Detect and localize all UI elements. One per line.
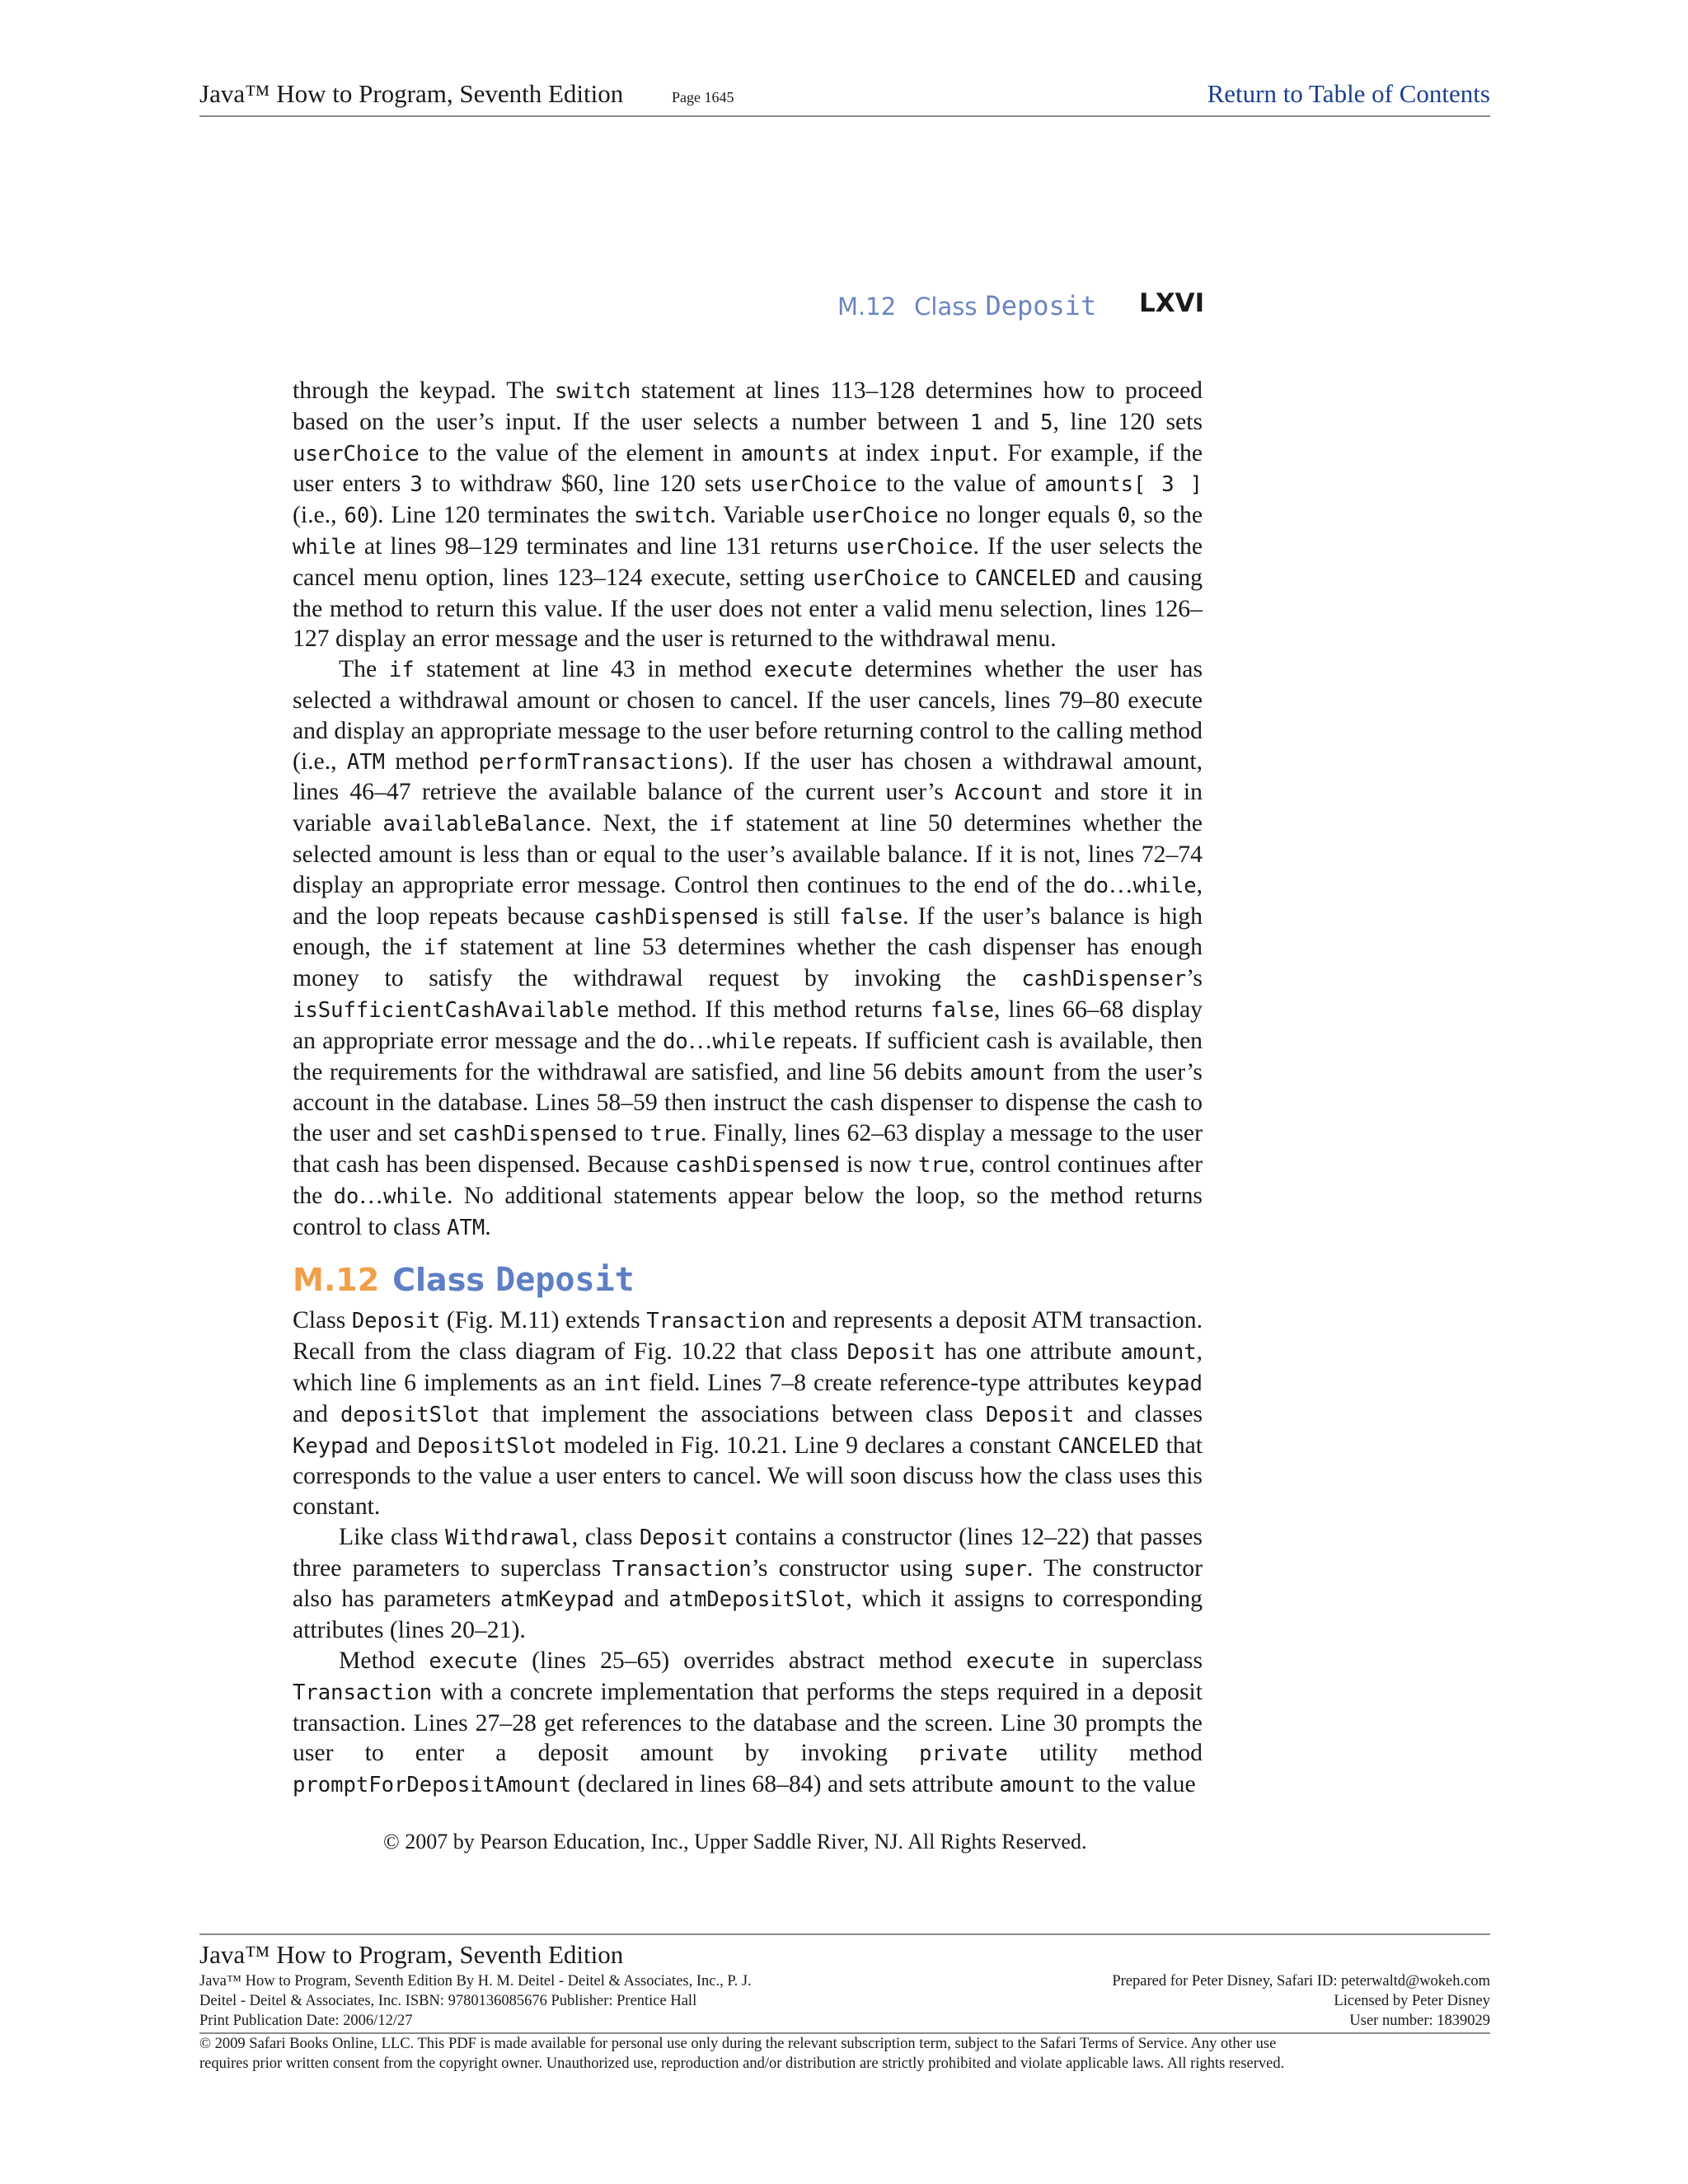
- text-run: .: [485, 1213, 491, 1240]
- inline-code: Deposit: [846, 1340, 936, 1366]
- footer-row: [199, 2011, 1490, 2031]
- text-run: repeats. If sufficient cash is available, then the requirements for the withdrawal are satisfied, and line 56 debits: [293, 1027, 1203, 1085]
- inline-code: execute: [429, 1649, 518, 1675]
- text-run: …: [1109, 871, 1133, 898]
- text-run: . If the user’s balance is high enough, the: [293, 902, 1203, 961]
- inline-code: cashDispensed: [593, 904, 759, 930]
- section-heading-number: M.12: [293, 1262, 380, 1299]
- text-run: determines whether the user has selected a withdrawal amount or chosen to cancel. If the user cancels, lines 79–80 execute and display an appropriate message to the user before returning control to the calling method (i.e.,: [293, 656, 1203, 775]
- running-head-class-name: Deposit: [985, 290, 1097, 321]
- inline-code: Withdrawal: [445, 1525, 572, 1550]
- inline-code: 5: [1040, 410, 1053, 435]
- text-run: , line 120 sets: [1053, 408, 1203, 435]
- inline-code: Transaction: [612, 1556, 752, 1582]
- inline-code: switch: [634, 504, 710, 529]
- body-paragraph: [293, 1305, 1203, 1522]
- inline-code: switch: [555, 379, 631, 404]
- inline-code: 1: [969, 410, 983, 435]
- inline-code: atmDepositSlot: [668, 1587, 846, 1613]
- text-run: The: [339, 656, 389, 683]
- text-run: that implement the associations between class: [480, 1400, 986, 1427]
- top-banner: [199, 76, 1490, 117]
- inline-code: 0: [1117, 504, 1131, 529]
- inline-code: Transaction: [293, 1680, 433, 1705]
- footer-prepared-for: Prepared for Peter Disney, Safari ID: peterwaltd@wokeh.com: [1112, 1973, 1490, 1990]
- text-run: to: [939, 564, 975, 591]
- text-run: and: [293, 1400, 340, 1427]
- text-run: , which line 6 implements as an: [293, 1338, 1203, 1396]
- inline-code: while: [293, 534, 356, 560]
- inline-code: if: [388, 658, 415, 683]
- inline-code: performTransactions: [478, 749, 720, 775]
- footer-author-info: Java™ How to Program, Seventh Edition By H. M. Deitel - Deitel & Associates, Inc., P. J.: [199, 1973, 752, 1990]
- text-run: modeled in Fig. 10.21. Line 9 declares a constant: [556, 1432, 1058, 1459]
- text-run: . Next, the: [585, 810, 710, 837]
- text-run: , and the loop repeats because: [293, 871, 1203, 930]
- footer-legal-line: © 2009 Safari Books Online, LLC. This PDF is made available for personal use only during the relevant subscription term, subject to the Safari Terms of Service. Any other use: [199, 2036, 1277, 2052]
- inline-code: atmKeypad: [500, 1587, 615, 1613]
- inline-code: while: [383, 1183, 447, 1209]
- inline-code: Keypad: [293, 1433, 369, 1459]
- inline-code: if: [709, 812, 735, 837]
- text-run: and store it in variable: [293, 779, 1203, 837]
- text-run: statement at line 43 in method: [414, 656, 764, 683]
- text-run: ’s: [1186, 965, 1203, 992]
- inline-code: while: [712, 1029, 776, 1054]
- inline-code: userChoice: [811, 504, 939, 529]
- footer-user-number: User number: 1839029: [1349, 2013, 1490, 2029]
- text-run: at lines 98–129 terminates and line 131 returns: [355, 532, 846, 560]
- text-run: statement at lines 113–128 determines how to proceed based on the user’s input. If the user selects a number between: [293, 377, 1203, 435]
- text-run: has one attribute: [935, 1338, 1121, 1366]
- inline-code: Deposit: [985, 1402, 1075, 1427]
- section-heading: [293, 1259, 1203, 1301]
- footer-licensed-by: Licensed by Peter Disney: [1334, 1993, 1490, 2009]
- inline-code: cashDispenser: [1021, 967, 1187, 992]
- text-run: Class: [293, 1307, 352, 1334]
- text-run: …: [359, 1182, 384, 1209]
- inline-code: depositSlot: [340, 1402, 481, 1427]
- inline-code: do: [333, 1183, 359, 1209]
- text-run: and represents a deposit ATM transaction. Recall from the class diagram of Fig. 10.22 that class: [293, 1307, 1203, 1366]
- section-heading-class-word: Class: [392, 1262, 485, 1299]
- text-run: (lines 25–65) overrides abstract method: [518, 1647, 967, 1675]
- footer-row: [199, 1971, 1490, 1991]
- text-run: , control continues after the: [293, 1151, 1203, 1209]
- inline-code: DepositSlot: [417, 1433, 557, 1459]
- inline-code: Account: [954, 780, 1043, 806]
- inline-code: 60: [344, 504, 370, 529]
- inline-code: promptForDepositAmount: [293, 1773, 572, 1798]
- inline-code: userChoice: [750, 472, 878, 498]
- text-run: at index: [829, 439, 929, 466]
- text-run: ). Line 120 terminates the: [369, 502, 635, 529]
- copyright-notice: © 2007 by Pearson Education, Inc., Upper Saddle River, NJ. All Rights Reserved.: [383, 1830, 1087, 1854]
- inline-code: execute: [763, 658, 853, 683]
- text-run: . For example, if the user enters: [293, 439, 1203, 498]
- footer: [199, 1933, 1490, 2074]
- inline-code: isSufficientCashAvailable: [293, 997, 610, 1023]
- running-head-section-number: M.12: [837, 293, 897, 321]
- text-run: through the keypad. The: [293, 377, 556, 404]
- inline-code: CANCELED: [974, 565, 1076, 591]
- inline-code: private: [919, 1741, 1008, 1767]
- inline-code: amounts: [740, 441, 830, 466]
- inline-code: amount: [999, 1773, 1076, 1798]
- page-number-label: Page 1645: [672, 89, 734, 105]
- footer-publication-date: Print Publication Date: 2006/12/27: [199, 2013, 413, 2029]
- text-run: , so the: [1130, 502, 1203, 529]
- inline-code: 3: [410, 472, 423, 498]
- text-run: that corresponds to the value a user enters to cancel. We will soon discuss how the class uses this constant.: [293, 1432, 1203, 1521]
- inline-code: cashDispensed: [452, 1122, 618, 1147]
- text-run: utility method: [1007, 1740, 1203, 1767]
- running-head-page-numeral: LXVI: [1139, 288, 1205, 318]
- text-run: with a concrete implementation that performs the steps required in a deposit transaction. Lines 27–28 get references to the database and the screen. Line 30 prompts the user to enter a deposit amount by invoking: [293, 1678, 1203, 1767]
- text-run: (Fig. M.11) extends: [440, 1307, 647, 1334]
- text-run: and: [614, 1586, 669, 1613]
- text-run: method: [385, 748, 479, 775]
- text-run: , which it assigns to corresponding attributes (lines 20–21).: [293, 1586, 1203, 1644]
- body-paragraph: [293, 376, 1203, 654]
- inline-code: amount: [969, 1060, 1046, 1085]
- inline-code: false: [839, 904, 903, 930]
- text-run: contains a constructor (lines 12–22) that passes three parameters to superclass: [293, 1523, 1203, 1582]
- text-run: and: [982, 408, 1041, 435]
- inline-code: ATM: [447, 1215, 485, 1240]
- inline-code: Deposit: [351, 1309, 441, 1334]
- text-run: to withdraw $60, line 120 sets: [422, 471, 751, 498]
- text-run: statement at line 50 determines whether the selected amount is less than or equal to the user’s available balance. If it is not, lines 72–74 display an appropriate error message. Control then continues to the end of the: [293, 810, 1203, 898]
- text-run: in superclass: [1054, 1647, 1203, 1675]
- text-run: field. Lines 7–8 create reference-type attributes: [641, 1369, 1127, 1396]
- running-head-class-word: Class: [914, 293, 978, 321]
- return-to-toc-link[interactable]: Return to Table of Contents: [1207, 79, 1490, 108]
- text-run: is now: [840, 1151, 918, 1178]
- inline-code: userChoice: [293, 441, 420, 466]
- inline-code: super: [964, 1556, 1027, 1582]
- inline-code: userChoice: [813, 565, 940, 591]
- footer-legal-notice: [199, 2034, 1490, 2074]
- text-run: , class: [571, 1523, 640, 1550]
- inline-code: input: [928, 441, 992, 466]
- inline-code: CANCELED: [1057, 1433, 1160, 1459]
- inline-code: amounts[ 3 ]: [1044, 472, 1203, 498]
- inline-code: do: [663, 1029, 688, 1054]
- inline-code: while: [1132, 873, 1197, 898]
- inline-code: true: [917, 1152, 969, 1178]
- footer-legal-line: requires prior written consent from the copyright owner. Unauthorized use, reproduction and/or distribution are strictly prohibited and violate applicable laws. All rights reserved.: [199, 2055, 1285, 2072]
- footer-book-title: Java™ How to Program, Seventh Edition: [199, 1940, 624, 1969]
- inline-code: Deposit: [639, 1525, 729, 1550]
- text-run: to the value of: [877, 471, 1045, 498]
- section-heading-class-name: Deposit: [495, 1261, 635, 1300]
- inline-code: amount: [1120, 1340, 1197, 1366]
- text-run: . Finally, lines 62–63 display a message to the user that cash has been dispensed. Because: [293, 1120, 1203, 1178]
- text-run: is still: [758, 902, 840, 930]
- inline-code: int: [603, 1371, 642, 1396]
- text-run: , lines 66–68 display an appropriate error message and the: [293, 996, 1203, 1054]
- body-text: [293, 376, 1203, 1801]
- text-run: and causing the method to return this value. If the user does not enter a valid menu selection, lines 126–127 display an error message and the user is returned to the withdrawal menu.: [293, 564, 1203, 653]
- text-run: . If the user selects the cancel menu option, lines 123–124 execute, setting: [293, 532, 1203, 591]
- text-run: (i.e.,: [293, 502, 345, 529]
- footer-row: [199, 1991, 1490, 2011]
- text-run: . No additional statements appear below the loop, so the method returns control to class: [293, 1182, 1203, 1240]
- body-paragraph: [293, 1522, 1203, 1646]
- text-run: statement at line 53 determines whether the cash dispenser has enough money to satisfy the withdrawal request by invoking the: [293, 934, 1203, 992]
- text-run: ’s constructor using: [751, 1554, 964, 1582]
- inline-code: if: [423, 935, 449, 961]
- inline-code: userChoice: [846, 534, 973, 560]
- body-paragraph: [293, 654, 1203, 1243]
- text-run: method. If this method returns: [609, 996, 931, 1023]
- footer-isbn-info: Deitel - Deitel & Associates, Inc. ISBN: 9780136085676 Publisher: Prentice Hall: [199, 1993, 697, 2009]
- text-run: (declared in lines 68–84) and sets attribute: [571, 1771, 1000, 1798]
- text-run: to the value: [1075, 1771, 1196, 1798]
- text-run: and: [368, 1432, 418, 1459]
- inline-code: true: [649, 1122, 701, 1147]
- inline-code: false: [931, 997, 994, 1023]
- inline-code: keypad: [1126, 1371, 1203, 1396]
- inline-code: Transaction: [646, 1309, 786, 1334]
- inline-code: cashDispensed: [675, 1152, 841, 1178]
- inline-code: do: [1083, 873, 1109, 898]
- inline-code: availableBalance: [382, 812, 586, 837]
- text-run: Like class: [339, 1523, 446, 1550]
- inline-code: execute: [966, 1649, 1055, 1675]
- text-run: no longer equals: [938, 502, 1118, 529]
- text-run: ). If the user has chosen a withdrawal amount, lines 46–47 retrieve the available balance of the current user’s: [293, 748, 1203, 806]
- text-run: to the value of the element in: [419, 439, 741, 466]
- text-run: …: [687, 1027, 713, 1054]
- inline-code: ATM: [346, 749, 385, 775]
- text-run: Method: [339, 1647, 429, 1675]
- body-paragraph: [293, 1646, 1203, 1801]
- text-run: . Variable: [710, 502, 812, 529]
- text-run: to: [617, 1120, 650, 1147]
- text-run: from the user’s account in the database. Lines 58–59 then instruct the cash dispenser to dispense the cash to the user and set: [293, 1058, 1203, 1147]
- running-head: [837, 290, 1096, 321]
- book-title: Java™ How to Program, Seventh Edition: [199, 79, 624, 108]
- text-run: . The constructor also has parameters: [293, 1554, 1203, 1613]
- text-run: and classes: [1074, 1400, 1203, 1427]
